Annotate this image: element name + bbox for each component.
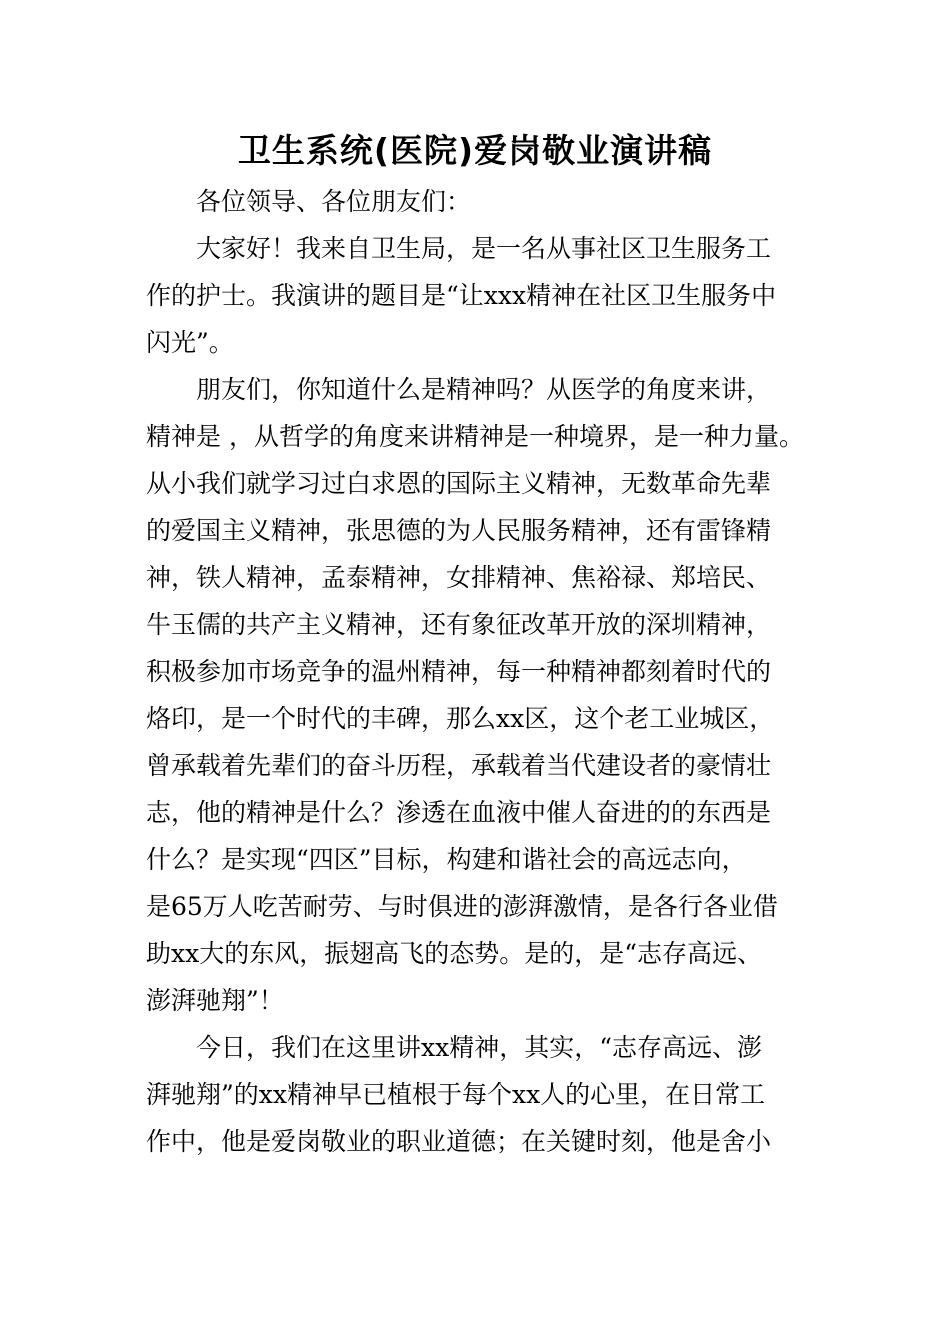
body-line: 今日，我们在这里讲xx精神，其实，“志存高远、澎: [196, 1033, 762, 1062]
body-line: 作的护士。我演讲的题目是“让xxx精神在社区卫生服务中: [146, 281, 777, 310]
body-line: 牛玉儒的共产主义精神，还有象征改革开放的深圳精神，: [146, 610, 772, 639]
document-body: [146, 178, 816, 1165]
body-line: 闪光”。: [146, 328, 234, 357]
body-line: 湃驰翔”的xx精神早已植根于每个xx人的心里，在日常工: [146, 1080, 766, 1109]
body-line: 是65万人吃苦耐劳、与时俱进的澎湃激情，是各行各业借: [146, 892, 778, 921]
body-line: 从小我们就学习过白求恩的国际主义精神，无数革命先辈: [146, 469, 772, 498]
document-title: 卫生系统(医院)爱岗敬业演讲稿: [237, 131, 713, 170]
body-line: 什么？是实现“四区”目标，构建和谐社会的高远志向，: [146, 845, 747, 874]
body-line: 志，他的精神是什么？渗透在血液中催人奋进的的东西是: [146, 798, 772, 827]
body-line: 作中，他是爱岗敬业的职业道德；在关键时刻，他是舍小: [146, 1127, 772, 1156]
body-line: 神，铁人精神，孟泰精神，女排精神、焦裕禄、郑培民、: [146, 563, 772, 592]
body-line: 的爱国主义精神，张思德的为人民服务精神，还有雷锋精: [146, 516, 772, 545]
body-line: 大家好！我来自卫生局，是一名从事社区卫生服务工: [196, 234, 772, 263]
body-line: 烙印，是一个时代的丰碑，那么xx区，这个老工业城区，: [146, 704, 775, 733]
body-line: 精神是 ，从哲学的角度来讲精神是一种境界，是一种力量。: [146, 422, 804, 451]
body-line: 助xx大的东风，振翅高飞的态势。是的，是“志存高远、: [146, 939, 762, 968]
body-line: 各位领导、各位朋友们：: [196, 187, 472, 216]
body-line: 朋友们，你知道什么是精神吗？从医学的角度来讲，: [196, 375, 772, 404]
body-line: 积极参加市场竞争的温州精神，每一种精神都刻着时代的: [146, 657, 772, 686]
body-line: 澎湃驰翔”！: [146, 986, 284, 1015]
body-line: 曾承载着先辈们的奋斗历程，承载着当代建设者的豪情壮: [146, 751, 772, 780]
